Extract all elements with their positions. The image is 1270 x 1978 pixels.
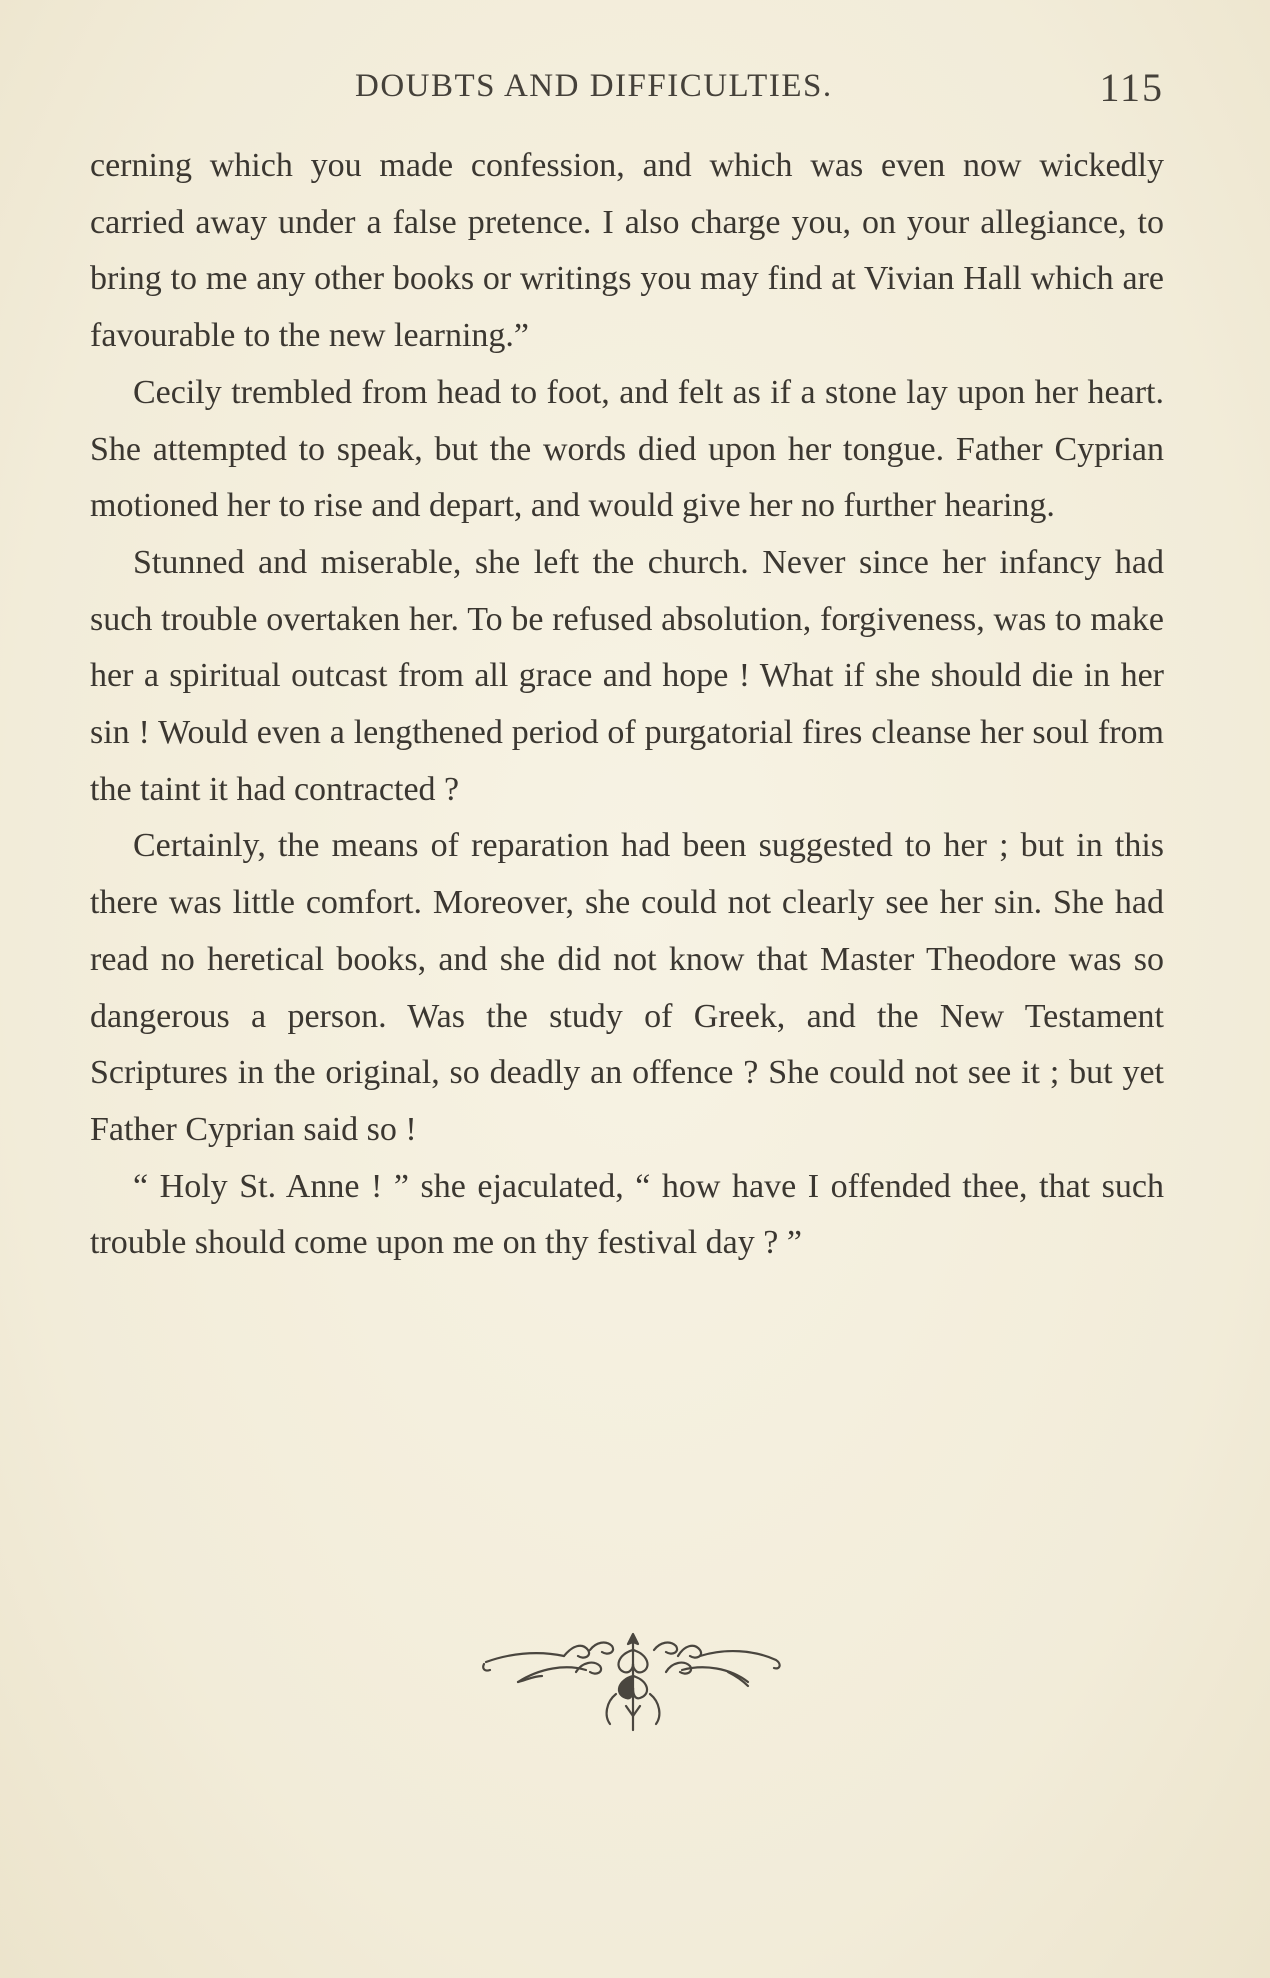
running-head <box>90 62 1164 110</box>
paragraph-holy-st-anne: “ Holy St. Anne ! ” she ejaculated, “ how have I offended thee, that such trouble should come upon me on thy festival day ? ” <box>90 1167 1164 1262</box>
paragraph-stunned: Stunned and miserable, she left the church. Never since her infancy had such trouble overtaken her. To be refused absolution, forgiveness, was to make her a spiritual outcast from all grace and hope ! What if she should die in her sin ! Would even a lengthened period of purgatorial fires cleanse her soul from the taint it had contracted ? <box>90 543 1164 808</box>
page-number: 115 <box>1099 65 1164 110</box>
paragraph-cecily-trembled: Cecily trembled from head to foot, and felt as if a stone lay upon her heart. She attempted to speak, but the words died upon her tongue. Father Cyprian motioned her to rise and depart, and would give her no further hearing. <box>90 373 1164 525</box>
body-text <box>90 138 1164 1272</box>
fleuron-ornament-icon <box>478 1620 788 1740</box>
running-title: DOUBTS AND DIFFICULTIES. <box>355 68 833 104</box>
paragraph-certainly: Certainly, the means of reparation had been suggested to her ; but in this there was little comfort. Moreover, she could not clearly see her sin. She had read no heretical books, and she did not know that Master Theodore was so dangerous a person. Was the study of Greek, and the New Testament Scriptures in the original, so deadly an offence ? She could not see it ; but yet Father Cyprian said so ! <box>90 827 1164 1148</box>
paragraph-continued: cerning which you made confession, and which was even now wickedly carried away under a false pretence. I also charge you, on your allegiance, to bring to me any other books or writings you may find at Vivian Hall which are favourable to the new learning.” <box>90 147 1164 355</box>
